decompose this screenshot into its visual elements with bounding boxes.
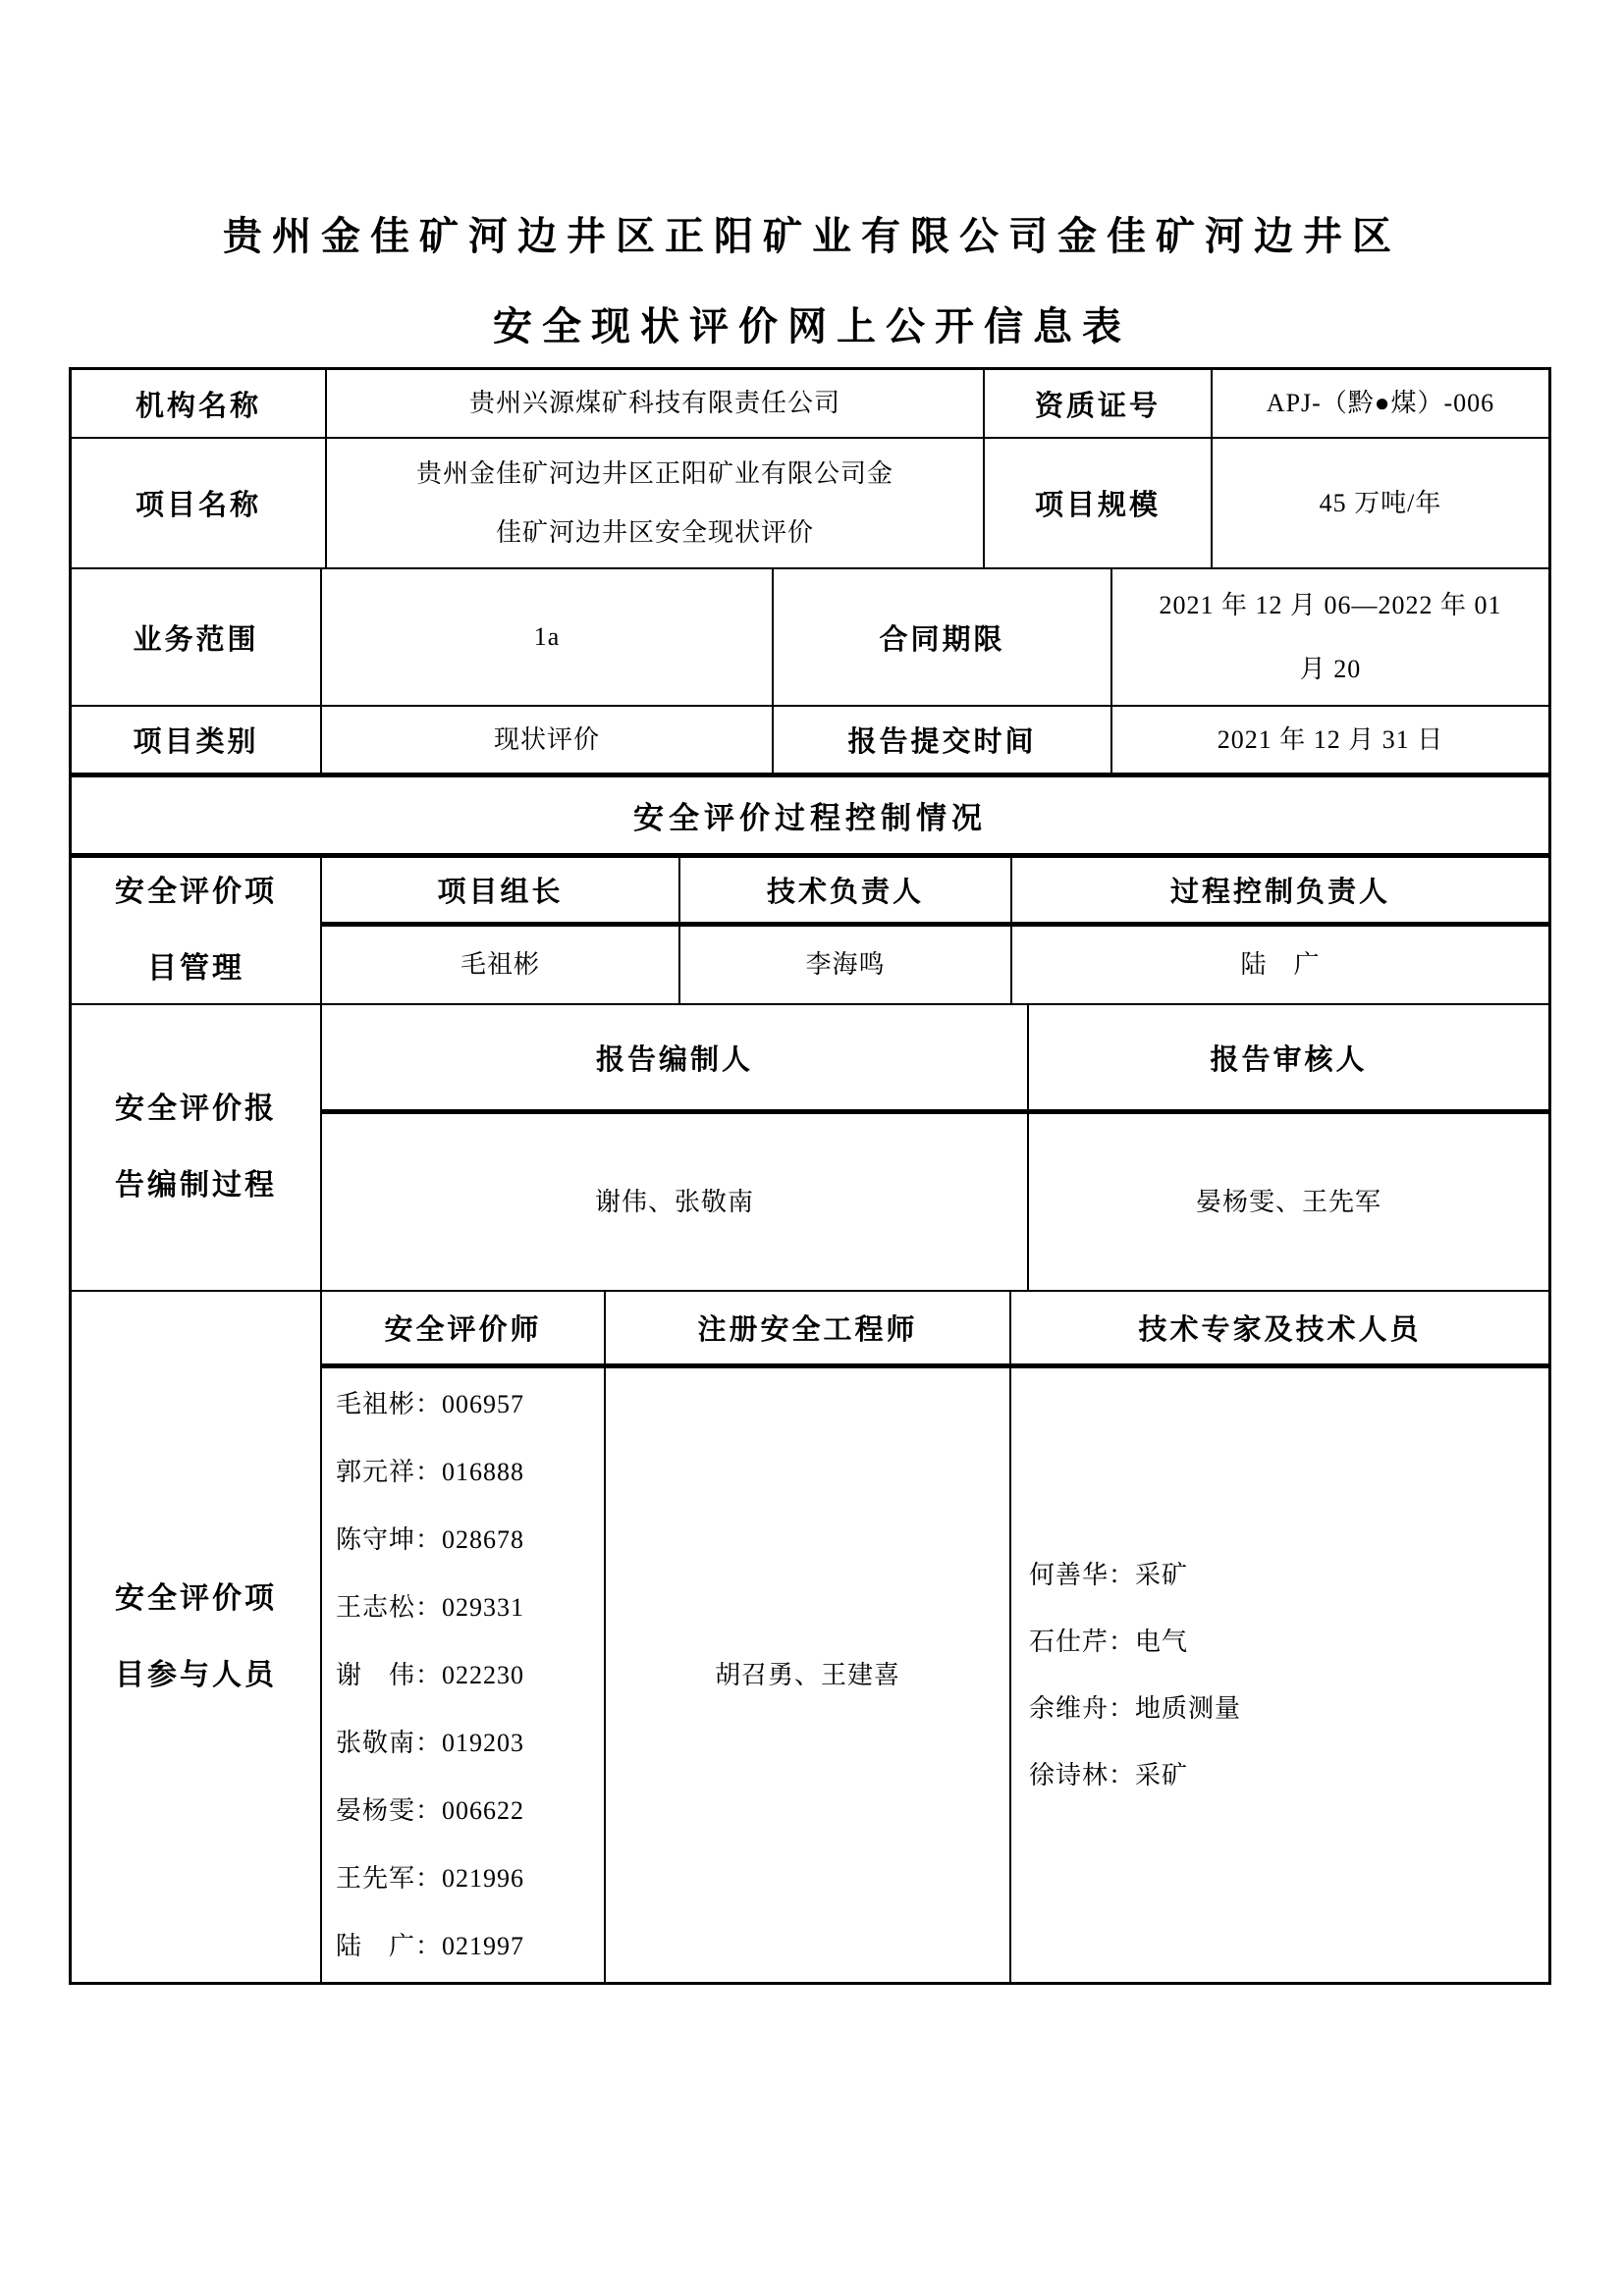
evaluator-item: 王志松：029331 xyxy=(336,1593,525,1622)
participants-rows xyxy=(322,1292,1548,1982)
process-control-lead-value: 陆 广 xyxy=(1240,950,1321,979)
expert-item: 余维舟：地质测量 xyxy=(1029,1693,1242,1723)
compiler-value: 谢伟、张敬南 xyxy=(322,1114,1029,1290)
expert-item: 徐诗林：采矿 xyxy=(1029,1760,1189,1789)
evaluator-item: 晏杨雯：006622 xyxy=(336,1796,525,1825)
report-compilation-band xyxy=(72,1005,1548,1292)
business-scope-label: 业务范围 xyxy=(72,569,322,705)
participants-header-row xyxy=(322,1292,1548,1368)
cert-no-value: APJ-（黔●煤）-006 xyxy=(1266,389,1495,417)
compiler-header: 报告编制人 xyxy=(322,1005,1029,1109)
project-name-label: 项目名称 xyxy=(72,439,327,567)
evaluator-header: 安全评价师 xyxy=(322,1292,606,1363)
tech-lead-value: 李海鸣 xyxy=(680,927,1012,1003)
org-name-value: 贵州兴源煤矿科技有限责任公司 xyxy=(327,370,985,437)
report-compilation-rows xyxy=(322,1005,1548,1290)
project-management-band xyxy=(72,858,1548,1005)
participants-band xyxy=(72,1292,1548,1982)
project-scale-label: 项目规模 xyxy=(985,439,1213,567)
engineer-value: 胡召勇、王建喜 xyxy=(606,1368,1011,1982)
evaluator-item: 张敬南：019203 xyxy=(336,1729,525,1757)
report-compilation-header-row xyxy=(322,1005,1548,1114)
project-management-rows xyxy=(322,858,1548,1003)
project-name-row xyxy=(72,439,1548,569)
evaluator-item: 毛祖彬：006957 xyxy=(336,1390,525,1418)
project-scale-value: 45 万吨/年 xyxy=(1319,488,1442,517)
participants-value-row xyxy=(322,1368,1548,1982)
business-scope-value: 1a xyxy=(322,569,774,705)
evaluator-list xyxy=(322,1368,606,1982)
project-management-row-label: 安全评价项目管理 xyxy=(72,858,322,1003)
evaluator-item: 郭元祥：016888 xyxy=(336,1458,525,1486)
document-title-line-1: 贵州金佳矿河边井区正阳矿业有限公司金佳矿河边井区 xyxy=(223,214,1401,258)
report-submit-value: 2021 年 12 月 31 日 xyxy=(1217,724,1444,754)
evaluator-item: 谢 伟：022230 xyxy=(336,1661,525,1689)
expert-item: 石仕芹：电气 xyxy=(1029,1627,1189,1656)
org-name-row xyxy=(72,370,1548,439)
business-scope-row xyxy=(72,569,1548,707)
project-name-value: 贵州金佳矿河边井区正阳矿业有限公司金佳矿河边井区安全现状评价 xyxy=(327,439,985,567)
report-compilation-value-row xyxy=(322,1114,1548,1290)
leader-value: 毛祖彬 xyxy=(322,927,680,1003)
project-type-value: 现状评价 xyxy=(322,707,774,773)
org-name-label: 机构名称 xyxy=(72,370,327,437)
expert-item: 何善华：采矿 xyxy=(1029,1560,1189,1589)
project-type-row xyxy=(72,707,1548,777)
report-compilation-row-label: 安全评价报告编制过程 xyxy=(72,1005,322,1290)
participants-row-label: 安全评价项目参与人员 xyxy=(72,1292,322,1982)
expert-list xyxy=(1011,1368,1548,1982)
evaluator-item: 王先军：021996 xyxy=(336,1864,525,1893)
document-title-line-2: 安全现状评价网上公开信息表 xyxy=(493,304,1131,348)
process-control-section-row xyxy=(72,777,1548,858)
contract-period-label: 合同期限 xyxy=(774,569,1112,705)
document-title xyxy=(0,191,1624,372)
process-control-lead-header: 过程控制负责人 xyxy=(1169,877,1390,908)
reviewer-value: 晏杨雯、王先军 xyxy=(1195,1187,1381,1216)
engineer-header: 注册安全工程师 xyxy=(606,1292,1011,1363)
process-control-section-title: 安全评价过程控制情况 xyxy=(633,801,987,835)
tech-lead-header: 技术负责人 xyxy=(680,858,1012,922)
cert-no-label: 资质证号 xyxy=(985,370,1213,437)
leader-header: 项目组长 xyxy=(322,858,680,922)
report-submit-label: 报告提交时间 xyxy=(774,707,1112,773)
contract-period-value: 2021 年 12 月 06—2022 年 01 月 20 xyxy=(1159,591,1502,683)
evaluator-item: 陈守坤：028678 xyxy=(336,1525,525,1554)
reviewer-header: 报告审核人 xyxy=(1210,1043,1368,1076)
project-management-header-row xyxy=(322,858,1548,927)
evaluator-item: 陆 广：021997 xyxy=(336,1932,525,1960)
expert-header: 技术专家及技术人员 xyxy=(1138,1314,1422,1346)
project-type-label: 项目类别 xyxy=(72,707,322,773)
project-management-value-row xyxy=(322,927,1548,1003)
info-table xyxy=(69,367,1551,1985)
